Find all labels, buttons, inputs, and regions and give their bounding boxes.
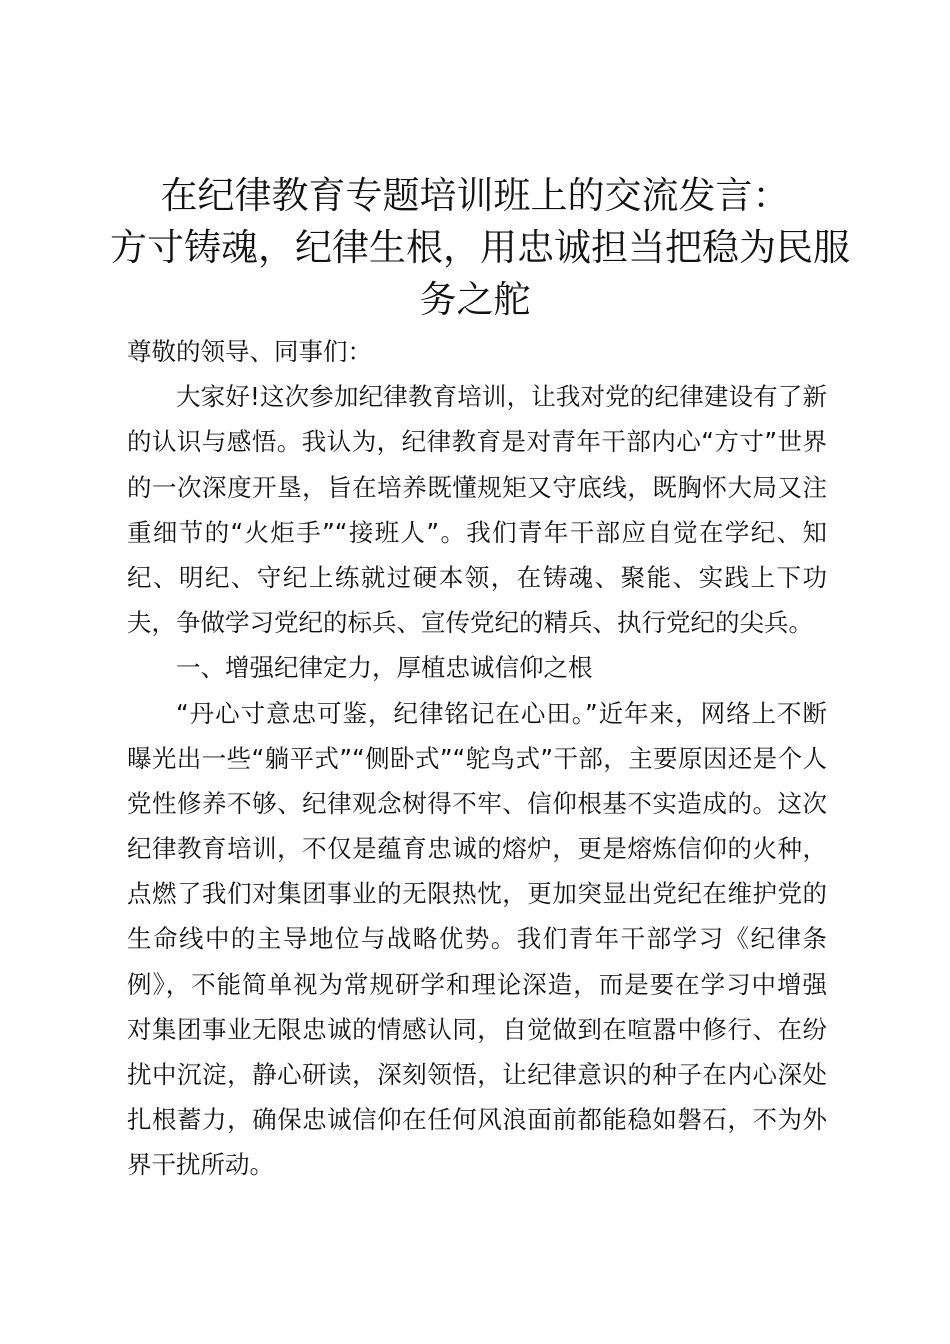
paragraph-line: 夫，争做学习党纪的标兵、宣传党纪的精兵、执行党纪的尖兵。: [127, 608, 813, 638]
section-1-paragraph: [127, 691, 827, 1188]
paragraph-line: 生命线中的主导地位与战略优势。我们青年干部学习《纪律条: [127, 924, 827, 954]
paragraph-line: 纪、明纪、守纪上练就过硬本领，在铸魂、聚能、实践上下功: [127, 562, 827, 592]
paragraph-line: “丹心寸意忠可鉴，纪律铭记在心田。”近年来，网络上不断: [176, 698, 827, 728]
section-heading: 一、增强纪律定力，厚植忠诚信仰之根: [176, 653, 593, 683]
paragraph-line: 界干扰所动。: [127, 1150, 274, 1180]
greeting: 尊敬的领导、同事们：: [127, 337, 372, 366]
paragraph-line: 的认识与感悟。我认为，纪律教育是对青年干部内心“方寸”世界: [127, 427, 827, 457]
paragraph-line: 重细节的“火炬手”“接班人”。我们青年干部应自觉在学纪、知: [127, 517, 827, 547]
paragraph-line: 扰中沉淀，静心研读，深刻领悟，让纪律意识的种子在内心深处: [127, 1060, 827, 1089]
title-line-1: 在纪律教育专题培训班上的交流发言：: [160, 174, 790, 217]
title-line-3: 务之舵: [419, 278, 531, 321]
paragraph-line: 点燃了我们对集团事业的无限热忱，更加突显出党纪在维护党的: [127, 879, 827, 909]
intro-paragraph: [127, 374, 827, 645]
paragraph-line: 对集团事业无限忠诚的情感认同，自觉做到在喧嚣中修行、在纷: [127, 1014, 827, 1044]
paragraph-line: 党性修养不够、纪律观念树得不牢、信仰根基不实造成的。这次: [127, 788, 827, 818]
paragraph-line: 纪律教育培训，不仅是蕴育忠诚的熔炉，更是熔炼信仰的火种，: [127, 834, 827, 864]
paragraph-line: 扎根蓄力，确保忠诚信仰在任何风浪面前都能稳如磐石，不为外: [127, 1105, 827, 1135]
document-title: [110, 170, 850, 326]
paragraph-line: 例》，不能简单视为常规研学和理论深造，而是要在学习中增强: [127, 969, 827, 999]
document-body: [127, 329, 827, 1188]
paragraph-line: 大家好!这次参加纪律教育培训，让我对党的纪律建设有了新: [176, 382, 827, 412]
title-line-2: 方寸铸魂，纪律生根，用忠诚担当把稳为民服: [110, 226, 850, 269]
paragraph-line: 的一次深度开垦，旨在培养既懂规矩又守底线，既胸怀大局又注: [127, 472, 827, 502]
paragraph-line: 曝光出一些“躺平式”“侧卧式”“鸵鸟式”干部，主要原因还是个人: [127, 743, 827, 773]
